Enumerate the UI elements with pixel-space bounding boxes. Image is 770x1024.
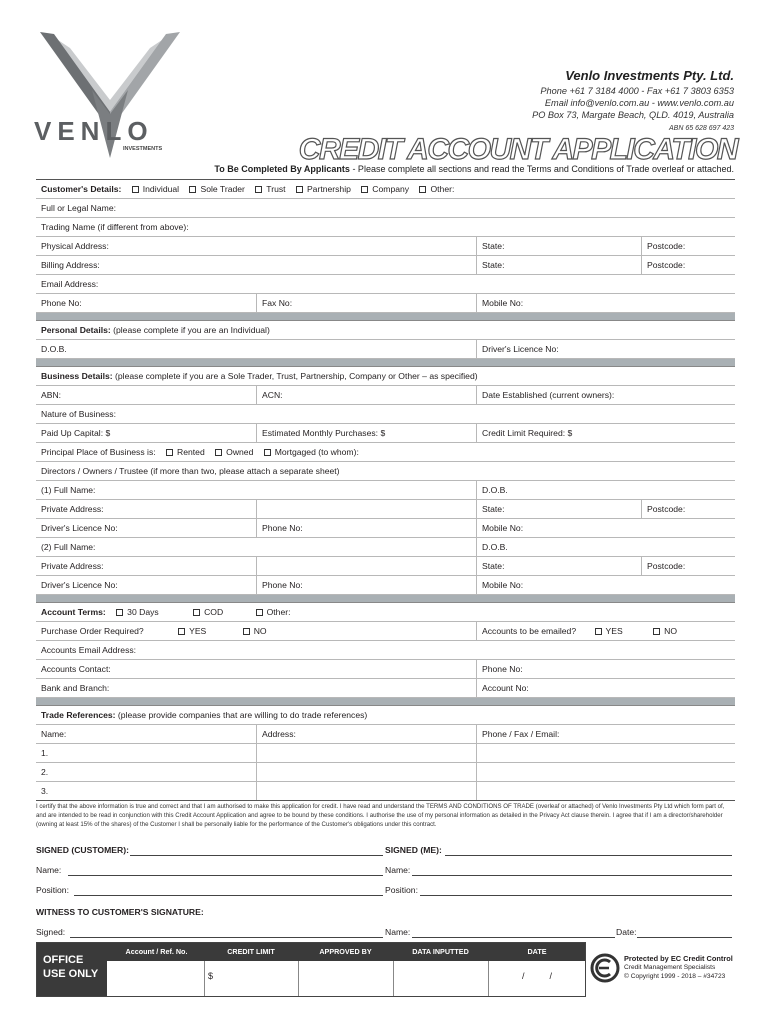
- business-details-label: Business Details:: [41, 371, 113, 381]
- col-credit-limit: CREDIT LIMIT: [227, 947, 275, 956]
- accounts-contact-label: Accounts Contact:: [41, 664, 111, 674]
- customer-name-line[interactable]: [68, 875, 383, 876]
- customer-name-label: Name:: [36, 865, 62, 875]
- emailed-yes-label: YES: [605, 626, 623, 636]
- other-checkbox[interactable]: [419, 186, 426, 193]
- full-name-field[interactable]: [36, 199, 735, 218]
- po-no-label: NO: [253, 626, 267, 636]
- partnership-checkbox[interactable]: [296, 186, 303, 193]
- physical-address-label: Physical Address:: [41, 241, 109, 251]
- personal-details-note: (please complete if you are an Individual): [110, 325, 270, 335]
- customer-details-row: [36, 180, 735, 199]
- reference-row[interactable]: [36, 763, 735, 782]
- director2-mobile-label: Mobile No:: [476, 576, 735, 594]
- director2-name-row[interactable]: [36, 538, 735, 557]
- account-terms-label: Account Terms:: [41, 607, 106, 617]
- me-position-line[interactable]: [420, 895, 732, 896]
- reference-row[interactable]: [36, 744, 735, 763]
- acn-label: ACN:: [256, 386, 476, 404]
- fax-label: Fax No:: [256, 294, 476, 312]
- ref-address-header: Address:: [256, 725, 476, 743]
- licence-label: Driver's Licence No:: [476, 340, 735, 358]
- venlo-logo: [30, 30, 195, 170]
- accounts-email-field[interactable]: [36, 641, 735, 660]
- logo-text: VENLO: [34, 116, 154, 146]
- director2-address-row[interactable]: [36, 557, 735, 576]
- trust-label: Trust: [266, 184, 286, 194]
- phone-row[interactable]: [36, 294, 735, 313]
- ec-sub: Credit Management Specialists: [624, 964, 716, 971]
- principal-row: [36, 443, 735, 462]
- signed-customer-label: SIGNED (CUSTOMER):: [36, 845, 129, 855]
- director2-phone-label: Phone No:: [256, 576, 476, 594]
- account-terms-row: [36, 603, 735, 622]
- personal-details-label: Personal Details:: [41, 325, 111, 335]
- director2-dob-label: D.O.B.: [476, 538, 735, 556]
- dob-row[interactable]: [36, 340, 735, 359]
- dob-label: D.O.B.: [41, 344, 67, 354]
- state-label: State:: [476, 557, 641, 575]
- emailed-label: Accounts to be emailed?: [482, 626, 577, 636]
- director1-dob-label: D.O.B.: [476, 481, 735, 499]
- limit-label: Credit Limit Required: $: [476, 424, 735, 442]
- owned-label: Owned: [226, 447, 254, 457]
- company-info: [532, 68, 734, 135]
- state-label: State:: [476, 256, 641, 274]
- customer-position-line[interactable]: [74, 895, 383, 896]
- certification-text: I certify that the above information is true and correct and that I am authorised to make this application for credit. I have read and understand the TERMS AND CONDITIONS OF TRADE (overleaf or attached) of Venlo Investments Pty Ltd which form part of, and are intended to be read in conjunction with this Credit Account Application and agree to be bound by these conditions. I authorise the use of my personal information as detailed in the Privacy Act clause therein. I agree that if I am a director/shareholder (owning at least 15% of the shares) of the Customer I shall be personally liable for the performance of the Customer's obligations under this contract.: [36, 803, 725, 828]
- phone-label: Phone No:: [41, 298, 82, 308]
- me-position-label: Position:: [385, 885, 418, 895]
- ec-logo-icon: [590, 953, 620, 983]
- bank-label: Bank and Branch:: [41, 683, 110, 693]
- trade-references-note: (please provide companies that are willing to do trade references): [115, 710, 368, 720]
- other-label: Other:: [430, 184, 455, 194]
- ref-contact-header: Phone / Fax / Email:: [476, 725, 735, 743]
- billing-address-label: Billing Address:: [41, 260, 100, 270]
- signed-me-label: SIGNED (ME):: [385, 845, 442, 855]
- date-slashes: / /: [521, 971, 552, 981]
- witness-name-line[interactable]: [412, 937, 615, 938]
- trade-references-header: [36, 706, 735, 725]
- directors-label: Directors / Owners / Trustee (if more than two, please attach a separate sheet): [41, 466, 340, 476]
- cod-label: COD: [204, 607, 224, 617]
- abn-label: ABN:: [41, 390, 62, 400]
- po-yes-label: YES: [189, 626, 207, 636]
- ref-number: 3.: [41, 786, 49, 796]
- me-name-line[interactable]: [412, 875, 732, 876]
- ec-copyright: © Copyright 1999 - 2018 – #34723: [624, 973, 726, 980]
- purchase-order-row: [36, 622, 735, 641]
- paid-up-label: Paid Up Capital: $: [41, 428, 111, 438]
- section-divider: [36, 359, 735, 367]
- email-address-field[interactable]: [36, 275, 735, 294]
- company-phone: Phone +61 7 3184 4000 - Fax +61 7 3803 6353: [540, 86, 734, 96]
- po-yes-checkbox[interactable]: [178, 628, 185, 635]
- me-name-label: Name:: [385, 865, 411, 875]
- instructions: [214, 164, 734, 174]
- company-email: Email info@venlo.com.au - www.venlo.com.au: [544, 98, 734, 108]
- other-terms-label: Other:: [266, 607, 291, 617]
- rented-label: Rented: [177, 447, 205, 457]
- nature-field[interactable]: [36, 405, 735, 424]
- director1-phone-label: Phone No:: [256, 519, 476, 537]
- postcode-label: Postcode:: [641, 557, 735, 575]
- references-columns: [36, 725, 735, 744]
- 30-days-label: 30 Days: [127, 607, 159, 617]
- partnership-label: Partnership: [306, 184, 351, 194]
- cod-checkbox[interactable]: [193, 609, 200, 616]
- state-label: State:: [476, 237, 641, 255]
- signed-customer-line[interactable]: [130, 855, 383, 856]
- col-account-ref: Account / Ref. No.: [125, 947, 188, 956]
- full-name-label: Full or Legal Name:: [41, 203, 116, 213]
- emailed-yes-checkbox[interactable]: [595, 628, 602, 635]
- individual-label: Individual: [142, 184, 180, 194]
- monthly-label: Estimated Monthly Purchases: $: [256, 424, 476, 442]
- director2-licence-row[interactable]: [36, 576, 735, 595]
- 30-days-checkbox[interactable]: [116, 609, 123, 616]
- logo-sub: INVESTMENTS: [123, 146, 163, 152]
- ref-number: 1.: [41, 748, 49, 758]
- witness-name-label: Name:: [385, 927, 411, 937]
- trading-name-field[interactable]: [36, 218, 735, 237]
- director1-name-row[interactable]: [36, 481, 735, 500]
- director1-address-row[interactable]: [36, 500, 735, 519]
- personal-details-header: [36, 321, 735, 340]
- sole-trader-label: Sole Trader: [200, 184, 245, 194]
- postcode-label: Postcode:: [641, 500, 735, 518]
- director1-licence-label: Driver's Licence No:: [41, 523, 118, 533]
- ref-number: 2.: [41, 767, 49, 777]
- credit-limit-dollar: $: [208, 971, 214, 981]
- reference-row[interactable]: [36, 782, 735, 801]
- instructions-text: - Please complete all sections and read the Terms and Conditions of Trade overleaf or attached.: [349, 164, 734, 174]
- customer-details-label: Customer's Details:: [41, 184, 122, 194]
- mortgaged-checkbox[interactable]: [264, 449, 271, 456]
- company-checkbox[interactable]: [361, 186, 368, 193]
- col-data-inputted: DATA INPUTTED: [412, 947, 469, 956]
- mobile-label: Mobile No:: [476, 294, 735, 312]
- account-no-label: Account No:: [476, 679, 735, 697]
- emailed-no-checkbox[interactable]: [653, 628, 660, 635]
- trust-checkbox[interactable]: [255, 186, 262, 193]
- director1-address-label: Private Address:: [41, 504, 104, 514]
- company-label: Company: [372, 184, 410, 194]
- witness-signed-line[interactable]: [70, 937, 383, 938]
- rented-checkbox[interactable]: [166, 449, 173, 456]
- company-po: PO Box 73, Margate Beach, QLD. 4019, Australia: [532, 110, 734, 120]
- postcode-label: Postcode:: [641, 256, 735, 274]
- signed-me-line[interactable]: [445, 855, 732, 856]
- bank-row[interactable]: [36, 679, 735, 698]
- email-address-label: Email Address:: [41, 279, 99, 289]
- individual-checkbox[interactable]: [132, 186, 139, 193]
- ec-credit-control: [590, 950, 740, 990]
- other-terms-checkbox[interactable]: [256, 609, 263, 616]
- instructions-bold: To Be Completed By Applicants: [214, 164, 350, 174]
- director2-name-label: (2) Full Name:: [41, 542, 96, 552]
- contact-phone-label: Phone No:: [476, 660, 735, 678]
- po-label: Purchase Order Required?: [41, 626, 144, 636]
- nature-label: Nature of Business:: [41, 409, 116, 419]
- established-label: Date Established (current owners):: [476, 386, 735, 404]
- accounts-contact-row[interactable]: [36, 660, 735, 679]
- office-use-box: [36, 942, 586, 997]
- company-abn: ABN 65 628 697 423: [669, 125, 734, 132]
- emailed-no-label: NO: [664, 626, 677, 636]
- col-date: DATE: [527, 947, 547, 956]
- witness-signed-label: Signed:: [36, 927, 66, 937]
- director1-mobile-label: Mobile No:: [476, 519, 735, 537]
- trading-name-label: Trading Name (if different from above):: [41, 222, 189, 232]
- billing-address-row[interactable]: [36, 256, 735, 275]
- section-divider: [36, 595, 735, 603]
- witness-label: WITNESS TO CUSTOMER'S SIGNATURE:: [36, 907, 204, 917]
- office-use-label: OFFICE USE ONLY: [37, 943, 107, 996]
- witness-date-line[interactable]: [637, 937, 732, 938]
- ref-name-header: Name:: [41, 729, 67, 739]
- principal-label: Principal Place of Business is:: [41, 447, 156, 457]
- sole-trader-checkbox[interactable]: [189, 186, 196, 193]
- mortgaged-label: Mortgaged (to whom):: [274, 447, 359, 457]
- accounts-email-label: Accounts Email Address:: [41, 645, 137, 655]
- state-label: State:: [476, 500, 641, 518]
- capital-row[interactable]: [36, 424, 735, 443]
- physical-address-row[interactable]: [36, 237, 735, 256]
- section-divider: [36, 698, 735, 706]
- abn-row[interactable]: [36, 386, 735, 405]
- customer-position-label: Position:: [36, 885, 69, 895]
- business-details-header: [36, 367, 735, 386]
- trade-references-label: Trade References:: [41, 710, 116, 720]
- page-title: CREDIT ACCOUNT APPLICATION: [298, 133, 737, 166]
- directors-row: [36, 462, 735, 481]
- section-divider: [36, 313, 735, 321]
- po-no-checkbox[interactable]: [243, 628, 250, 635]
- application-form: [36, 179, 735, 801]
- postcode-label: Postcode:: [641, 237, 735, 255]
- witness-date-label: Date:: [616, 927, 637, 937]
- director2-licence-label: Driver's Licence No:: [41, 580, 118, 590]
- ec-title: Protected by EC Credit Control: [624, 954, 733, 963]
- company-name: Venlo Investments Pty. Ltd.: [565, 68, 734, 83]
- col-approved-by: APPROVED BY: [319, 947, 372, 956]
- director2-address-label: Private Address:: [41, 561, 104, 571]
- owned-checkbox[interactable]: [215, 449, 222, 456]
- business-details-note: (please complete if you are a Sole Trader, Trust, Partnership, Company or Other – as specified): [112, 371, 478, 381]
- director1-licence-row[interactable]: [36, 519, 735, 538]
- director1-name-label: (1) Full Name:: [41, 485, 96, 495]
